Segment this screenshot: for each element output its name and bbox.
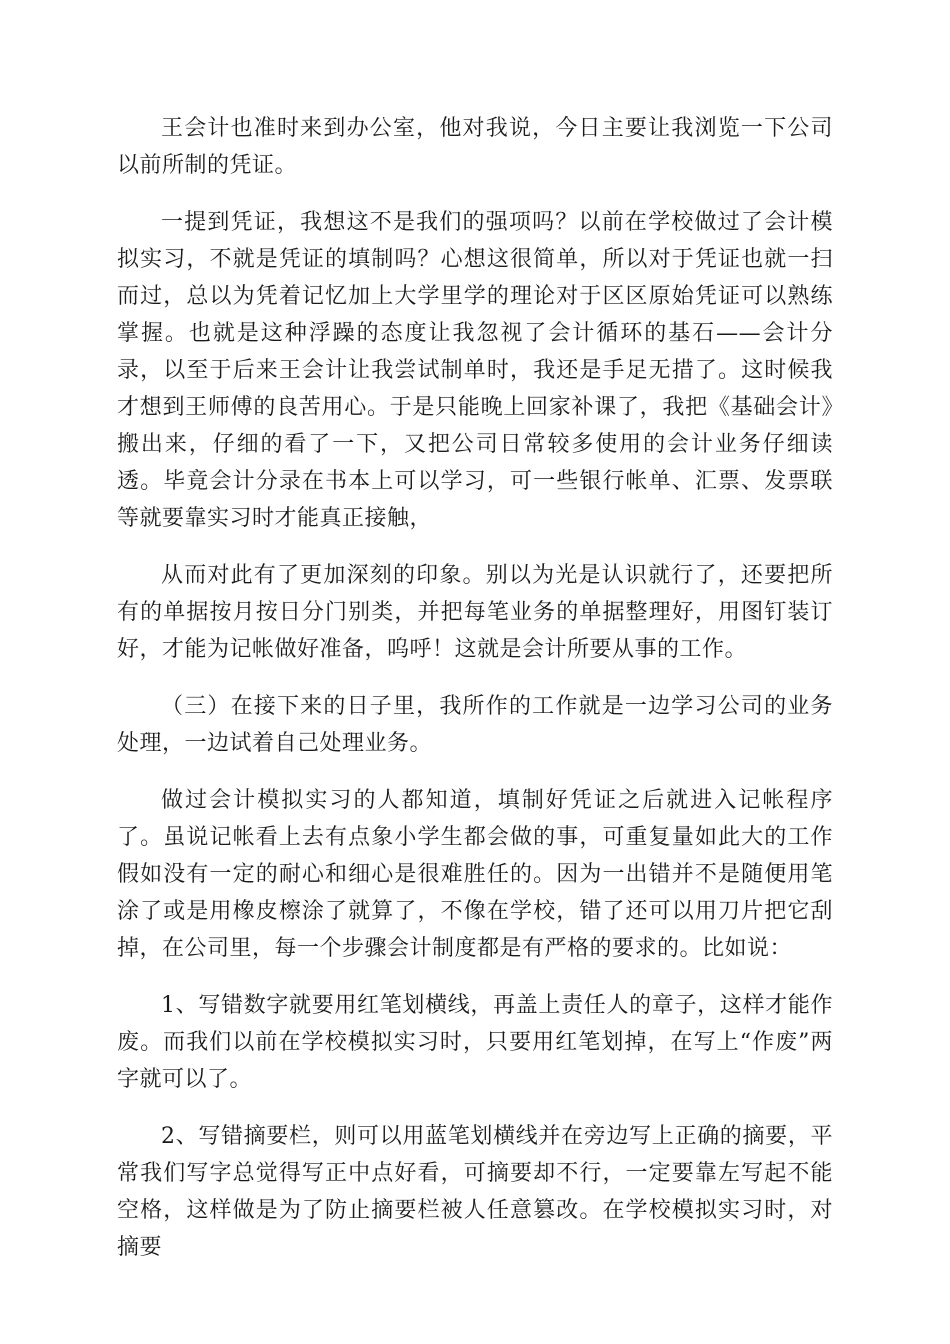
- paragraph-6: 1、写错数字就要用红笔划横线，再盖上责任人的章子，这样才能作废。而我们以前在学校模拟实习时，只要用红笔划掉，在写上“作废”两字就可以了。: [117, 993, 833, 1092]
- paragraph-7: 2、写错摘要栏，则可以用蓝笔划横线并在旁边写上正确的摘要，平常我们写字总觉得写正中点好看，可摘要却不行，一定要靠左写起不能空格，这样做是为了防止摘要栏被人任意篡改。在学校模拟实习时，对摘要: [117, 1124, 833, 1260]
- paragraph-4: （三）在接下来的日子里，我所作的工作就是一边学习公司的业务处理，一边试着自己处理业务。: [117, 694, 833, 756]
- paragraph-2: 一提到凭证，我想这不是我们的强项吗？以前在学校做过了会计模拟实习，不就是凭证的填制吗？心想这很简单，所以对于凭证也就一扫而过，总以为凭着记忆加上大学里学的理论对于区区原始凭证可以熟练掌握。也就是这种浮躁的态度让我忽视了会计循环的基石——会计分录，以至于后来王会计让我尝试制单时，我还是手足无措了。这时候我才想到王师傅的良苦用心。于是只能晚上回家补课了，我把《基础会计》搬出来，仔细的看了一下，又把公司日常较多使用的会计业务仔细读透。毕竟会计分录在书本上可以学习，可一些银行帐单、汇票、发票联等就要靠实习时才能真正接触，: [117, 210, 833, 531]
- paragraph-1: 王会计也准时来到办公室，他对我说，今日主要让我浏览一下公司以前所制的凭证。: [117, 116, 833, 178]
- document-page: [117, 110, 833, 1286]
- paragraph-5: 做过会计模拟实习的人都知道，填制好凭证之后就进入记帐程序了。虽说记帐看上去有点象小学生都会做的事，可重复量如此大的工作假如没有一定的耐心和细心是很难胜任的。因为一出错并不是随便用笔涂了或是用橡皮檫涂了就算了，不像在学校，错了还可以用刀片把它刮掉，在公司里，每一个步骤会计制度都是有严格的要求的。比如说：: [117, 788, 833, 961]
- paragraph-3: 从而对此有了更加深刻的印象。别以为光是认识就行了，还要把所有的单据按月按日分门别类，并把每笔业务的单据整理好，用图钉装订好，才能为记帐做好准备，呜呼！这就是会计所要从事的工作。: [117, 563, 833, 662]
